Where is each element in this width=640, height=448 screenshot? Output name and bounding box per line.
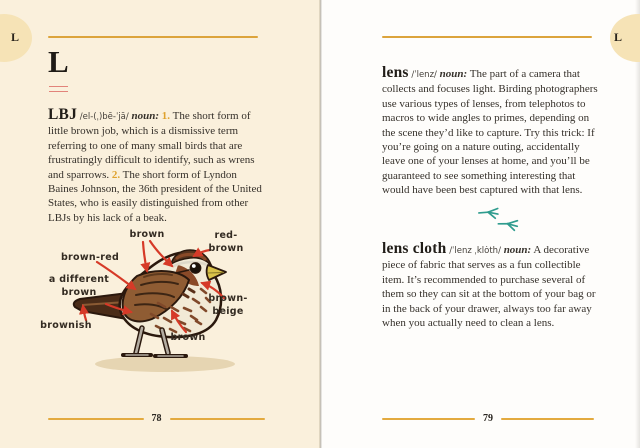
bird-label-red-brown: red-brown <box>208 230 244 254</box>
top-rule-right <box>382 36 592 38</box>
sparrow-figure <box>0 225 320 397</box>
bird-label-brown-top: brown <box>129 229 165 240</box>
footer-rule-right-b <box>501 418 594 420</box>
entry-pronunciation: /ˈlenz ˌklȯth/ <box>449 246 501 256</box>
entry-part-of-speech: noun: <box>439 68 468 80</box>
ground-shadow <box>95 356 235 372</box>
section-letter-underline <box>49 86 68 92</box>
left-page-number: 78 <box>151 413 162 424</box>
alphabet-tab-left-letter: L <box>11 30 20 44</box>
entry-lbj <box>48 107 266 225</box>
section-letter-heading: L <box>48 44 69 79</box>
bird-label-a-different-brown: a different brown <box>48 274 110 298</box>
sense-number-2: 2. <box>111 168 121 181</box>
bird-label-brown-red: brown-red <box>60 252 120 263</box>
left-page <box>0 0 319 448</box>
sense-text-1: The short form of little brown job, which is a dismissive term referring to one of many small birds that are frustratingly difficult to identify, such as wrens and sparrows. <box>48 110 255 181</box>
footer-rule-left-b <box>170 418 266 420</box>
bird-label-brownish: brownish <box>40 320 92 331</box>
entry-part-of-speech: noun: <box>131 110 160 122</box>
entry-pronunciation: /el-(ˌ)bē-ˈjā/ <box>79 112 129 122</box>
sense-number-1: 1. <box>161 110 171 122</box>
alphabet-tab-right-letter: L <box>614 30 623 44</box>
entry-headword: lens <box>382 64 409 81</box>
footer-rule-right-a <box>382 418 475 420</box>
right-page-footer <box>382 413 594 424</box>
sense-text-2: The short form of Lyndon Baines Johnson, the 36th president of the United States, who is easily distinguished from other LBJs by his lack of a beak. <box>48 168 262 224</box>
page-edge-shading <box>635 0 640 448</box>
bird-label-brown-beige: brown-beige <box>208 293 248 317</box>
entry-part-of-speech: noun: <box>503 244 532 256</box>
right-page <box>322 0 640 448</box>
right-page-number: 79 <box>483 413 493 424</box>
footer-rule-left-a <box>48 418 144 420</box>
entry-headword: lens cloth <box>382 240 447 257</box>
bird-footprints-ornament <box>474 203 536 235</box>
entry-pronunciation: /ˈlenz/ <box>411 70 437 80</box>
entry-definition: A decorative piece of fabric that serves as a fun collectible item. It’s recommended to purchase several of them so they can sit at the bottom of your bag or in the back of your drawer, always too far away when you actually need to clean a lens. <box>382 244 596 330</box>
entry-headword: LBJ <box>48 106 78 123</box>
entry-lens-cloth <box>382 241 600 330</box>
bird-label-brown-bottom: brown <box>170 332 206 343</box>
entry-lens <box>382 65 600 198</box>
left-page-footer <box>48 413 265 424</box>
sparrow-illustration <box>40 225 300 397</box>
top-rule-left <box>48 36 258 38</box>
entry-definition: The part of a camera that collects and focuses light. Birding photographers use various types of lenses, from telephotos to macros to wide angles to primes, depending on the scene they’d like to capture. Try this trick: If you’re going on a nature outing, accidentally leave one of your lenses at home, and you’ll be guaranteed to see something interesting that would have been best captured with that lens. <box>382 68 598 197</box>
